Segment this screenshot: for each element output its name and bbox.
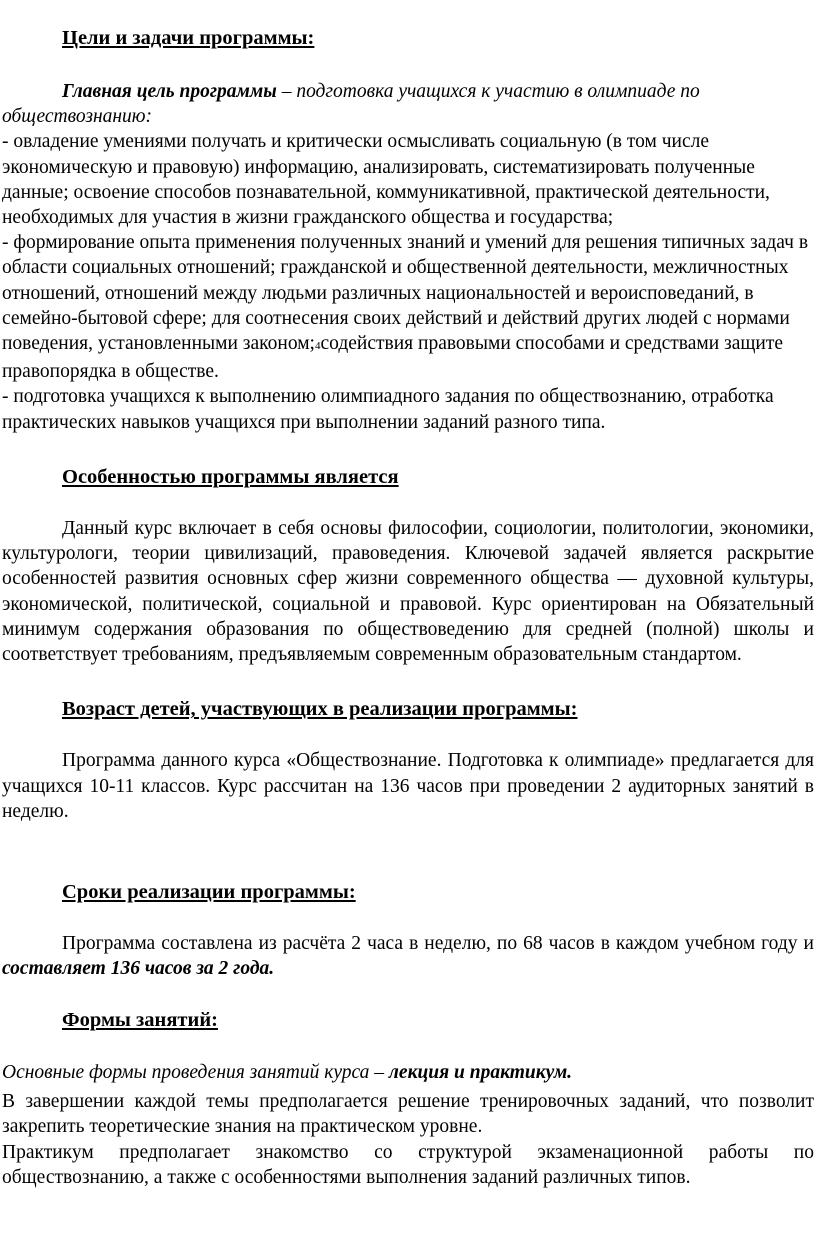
goals-heading: Цели и задачи программы: [62,27,315,49]
forms-lead-italic: Основные формы проведения занятий курса – [2,1061,389,1083]
age-heading: Возраст детей, участвующих в реализации программы: [62,698,578,721]
features-text: Данный курс включает в себя основы философии, социологии, политологии, экономики, культурологи, теории цивилизаций, правоведения. Ключевой задачей является раскрытие особенностей развития основных сфер жизни современного общества — духовной культуры, экономической, политической, социальной и правовой. Курс ориентирован на Обязательный минимум содержания образования по обществоведению для средней (полной) школы и соответствует требованиям, предъявляемым современным образовательным стандартом. [2,518,814,666]
main-goal-paragraph [2,79,814,129]
goal-item-2-text-a: - формирование опыта применения полученных знаний и умений для решения типичных задач в области социальных отношений; гражданской и общественной деятельности, межличностных отношений, отношений между людьми различных национальностей и вероисповеданий, в семейно-бытовой сфере; для соотнесения своих действий и действий других людей с нормами поведения, установленными законом; [2,232,809,355]
forms-para-2: Практикум предполагает знакомство со структурой экзаменационной работы по обществознанию, а также с особенностями выполнения заданий различных типов. [2,1141,814,1188]
goal-item-2 [2,230,814,384]
features-heading: Особенностью программы является [62,465,399,488]
terms-text [2,931,814,981]
terms-text-emph: составляет 136 часов за 2 года. [2,958,275,980]
main-goal-lead: Главная цель программы [62,81,277,102]
terms-text-plain: Программа составлена из расчёта 2 часа в неделю, по 68 часов в каждом учебном году и [62,933,814,955]
goal-item-2-mark: 4 [314,340,321,353]
forms-heading: Формы занятий: [62,1008,218,1031]
main-goal-rest: – подготовка учащихся к участию в олимпиаде по обществознанию: [2,81,700,128]
age-text: Программа данного курса «Обществознание. Подготовка к олимпиаде» предлагается для учащихся 10-11 классов. Курс рассчитан на 136 часов при проведении 2 аудиторных занятий в неделю. [2,750,814,822]
forms-lead-emph: лекция и практикум. [388,1061,573,1083]
goal-item-2-text-b: содействия правовыми способами и средствами защите правопорядка в обществе. [2,333,784,383]
forms-para-1: В завершении каждой темы предполагается решение тренировочных заданий, что позволит закрепить теоретические знания на практическом уровне. [2,1091,814,1138]
goal-item-3: - подготовка учащихся к выполнению олимпиадного задания по обществознанию, отработка практических навыков учащихся при выполнении заданий разного типа. [2,386,774,433]
goal-item-1: - овладение умениями получать и критически осмысливать социальную (в том числе экономическую и правовую) информацию, анализировать, систематизировать полученные данные; освоение способов познавательной, коммуникативной, практической деятельности, необходимых для участия в жизни гражданского общества и государства; [2,131,770,229]
terms-heading: Сроки реализации программы: [62,881,356,904]
forms-lead [2,1060,814,1085]
